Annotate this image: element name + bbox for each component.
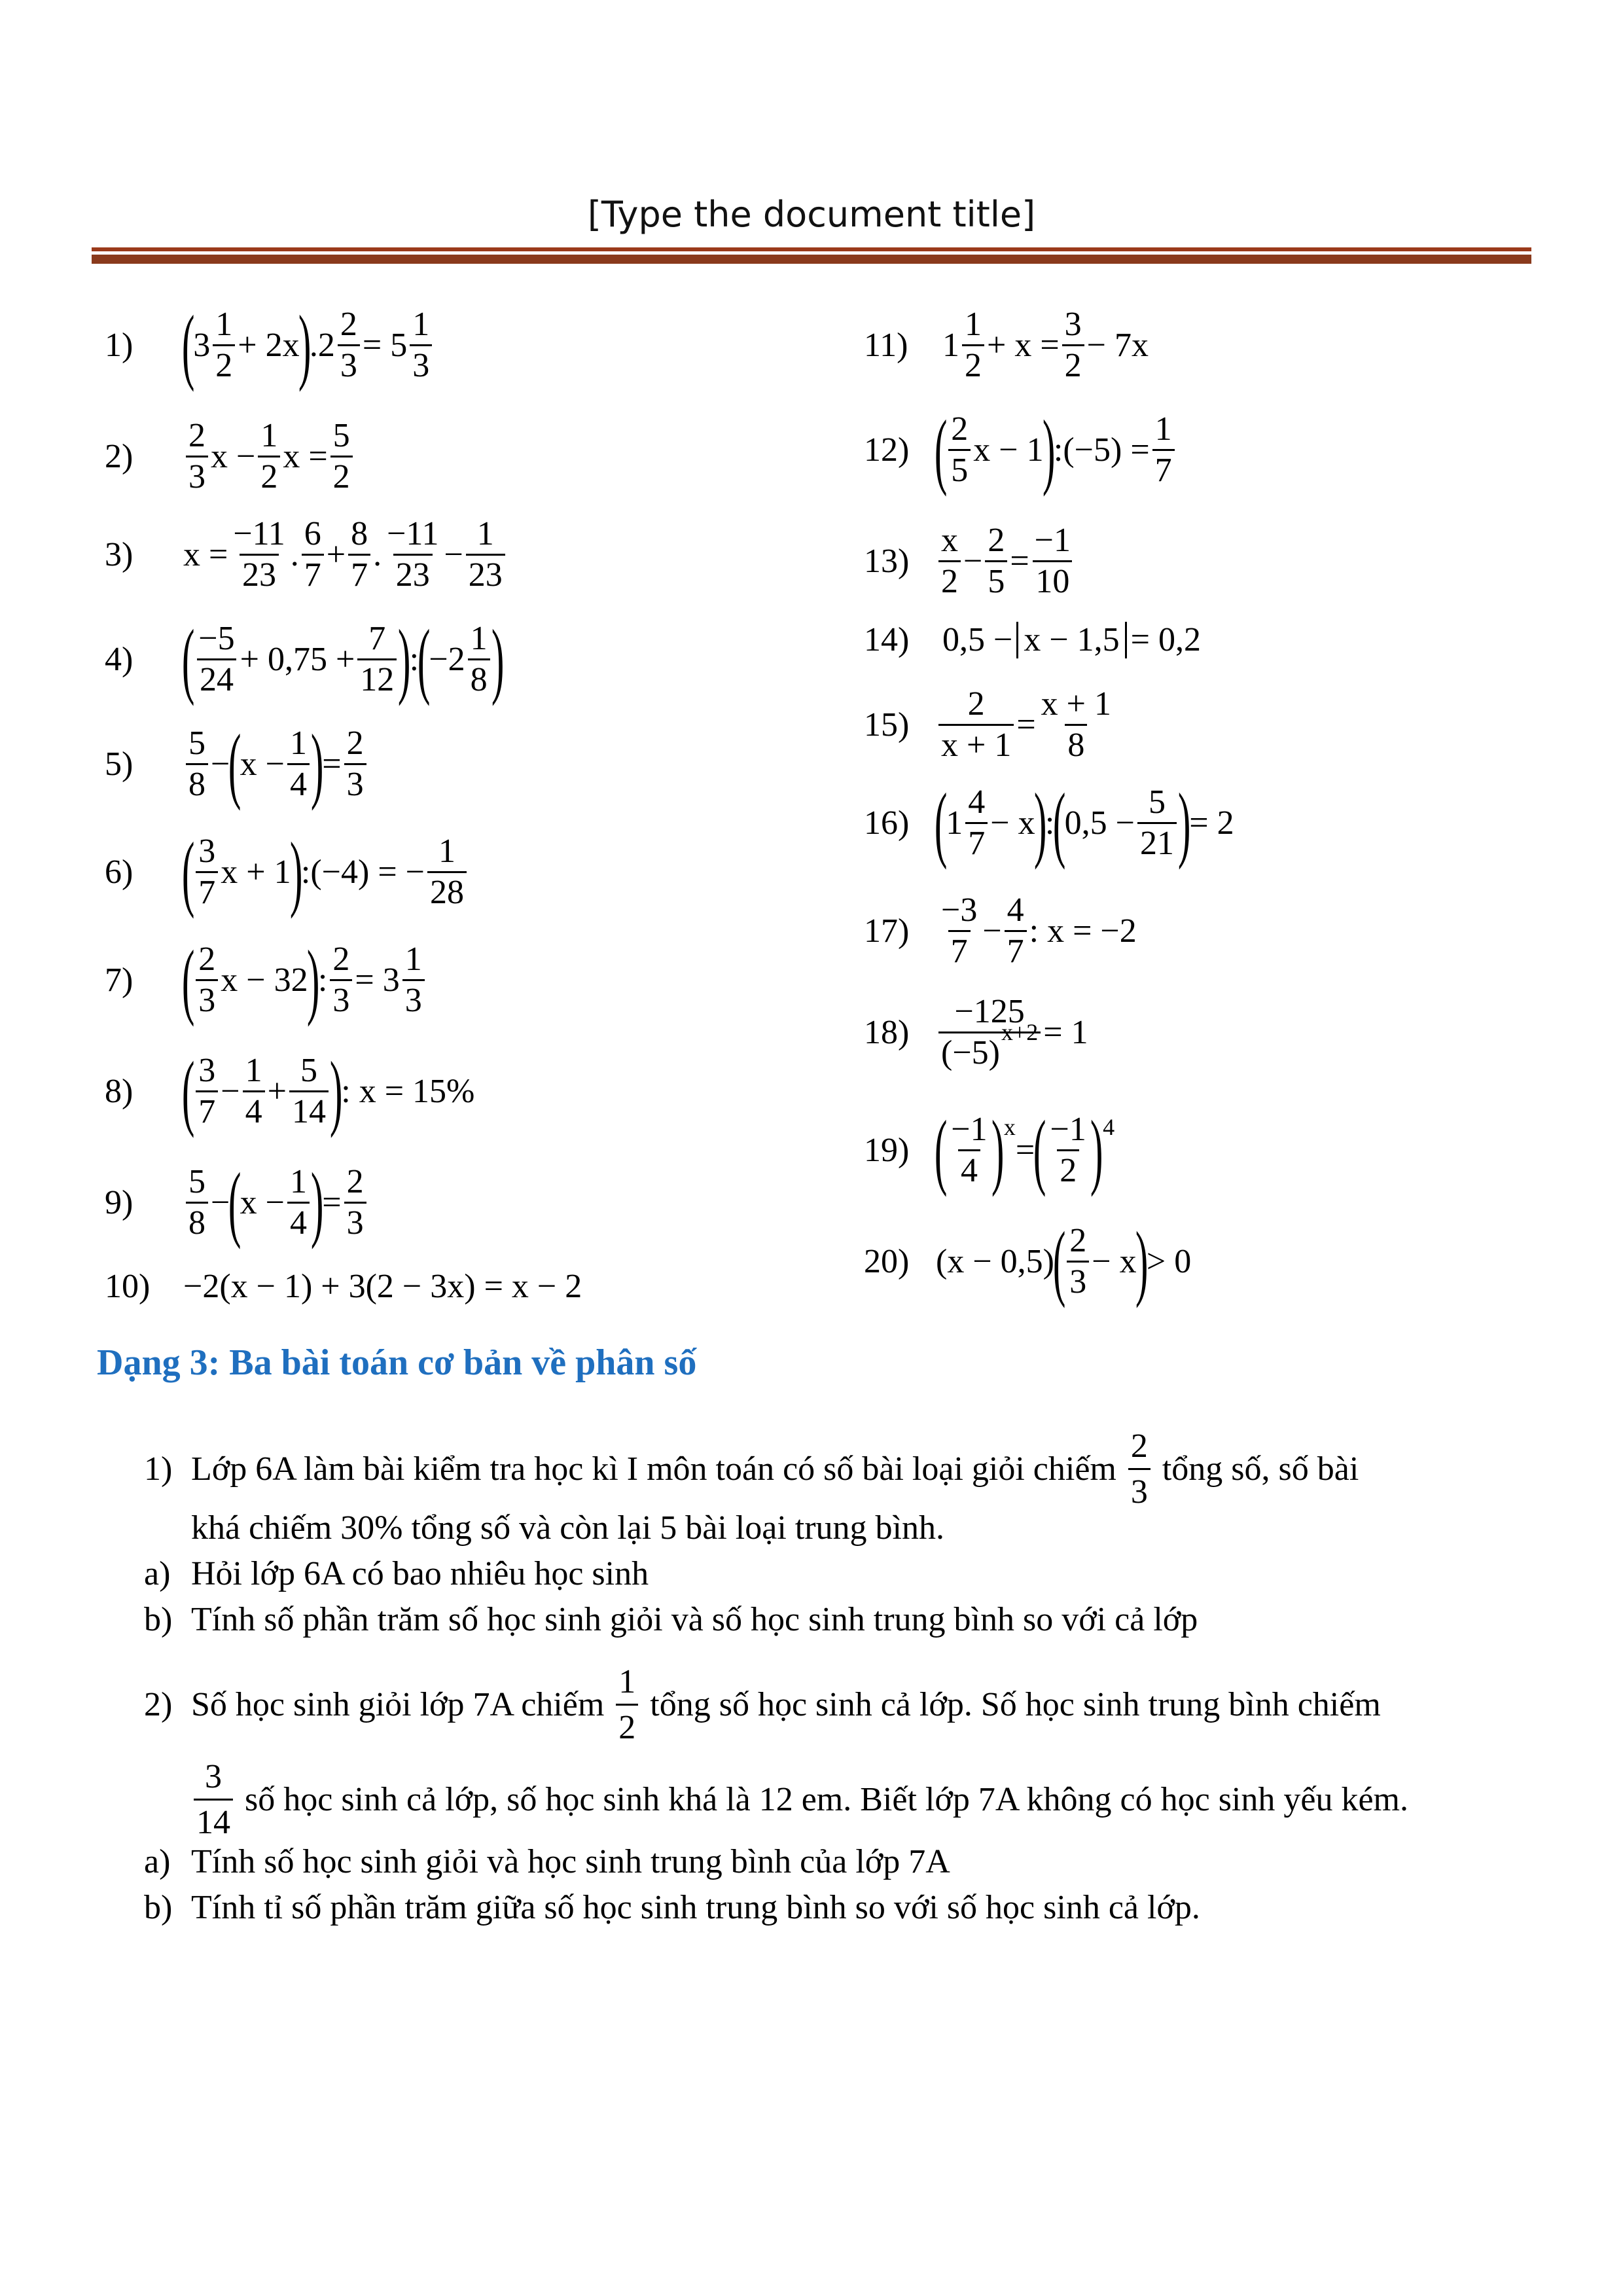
- equation-16: 16) ( 1 $\frac{4}{7}$ − x ) : ( 0,5 − $\frac{5}{21}$ ) = 2: [864, 776, 1234, 870]
- equation-number: 6): [105, 853, 134, 891]
- equation-20: 20) (x − 0,5) ( $\frac{2}{3}$ − x ) > 0: [864, 1214, 1192, 1309]
- equation-number: 18): [864, 1013, 910, 1051]
- equation-17: 17) $\frac{-3}{7}$ − $\frac{4}{7}$ : x = −2: [864, 891, 1137, 970]
- equation-7: 7) ( $\frac{2}{3}$ x − 32 ) : $\frac{2}{3}$ = 3 $\frac{1}{3}$: [105, 942, 427, 1018]
- header-rule-thick: [92, 255, 1531, 264]
- equation-number: 19): [864, 1131, 910, 1169]
- problem-1-line-2: khá chiếm 30% tổng số và còn lại 5 bài loại trung bình.: [191, 1509, 944, 1547]
- problem-2-line-1: 2) Số học sinh giỏi lớp 7A chiếm $\frac{1}{2}$ tổng số học sinh cả lớp. Số học sinh trung bình chiếm: [144, 1663, 1381, 1746]
- equation-number: 10): [105, 1268, 151, 1305]
- problem-1-line-1: 1) Lớp 6A làm bài kiểm tra học kì I môn toán có số bài loại giỏi chiếm $\frac{2}{3}$ tổng số, số bài: [144, 1427, 1359, 1511]
- fraction: $\frac{2}{3}$: [1128, 1427, 1150, 1511]
- equation-13: 13) $\frac{x}{2}$ − $\frac{2}{5}$ = $\frac{-1}{10}$: [864, 524, 1076, 599]
- equation-2: 2) $\frac{2}{3}$ x − $\frac{1}{2}$ x = $\frac{5}{2}$: [105, 419, 355, 494]
- equation-19: 19) ( $\frac{-1}{4}$ ) x = ( $\frac{-1}{2}$ ) 4: [864, 1103, 1115, 1198]
- equation-number: 5): [105, 745, 134, 783]
- equation-number: 16): [864, 804, 910, 842]
- section-heading: Dạng 3: Ba bài toán cơ bản về phân số: [97, 1342, 697, 1383]
- problem-2-line-2: $\frac{3}{14}$ số học sinh cả lớp, số học sinh khá là 12 em. Biết lớp 7A không có học sinh yếu kém.: [191, 1757, 1408, 1842]
- equation-number: 2): [105, 437, 134, 475]
- equation-number: 7): [105, 961, 134, 999]
- problem-1-a: a) Hỏi lớp 6A có bao nhiêu học sinh: [144, 1555, 649, 1592]
- equation-number: 14): [864, 621, 910, 658]
- equation-12: 12) ( $\frac{2}{5}$ x − 1 ) :(−5) = $\frac{1}{7}$: [864, 412, 1177, 488]
- equation-number: 20): [864, 1242, 910, 1280]
- problem-2-a: a) Tính số học sinh giỏi và học sinh trung bình của lớp 7A: [144, 1843, 950, 1880]
- fraction: $\frac{1}{2}$: [616, 1662, 638, 1747]
- equation-number: 3): [105, 535, 134, 573]
- equation-10: 10) −2(x − 1) + 3(2 − 3x) = x − 2: [105, 1268, 582, 1305]
- equation-14: 14) 0,5 − x − 1,5 = 0,2: [864, 621, 1201, 658]
- equation-6: 6) ( $\frac{3}{7}$ x + 1 ) :(−4) = − $\frac{1}{28}$: [105, 834, 469, 910]
- equation-3: 3) x = $\frac{-11}{23}$ . $\frac{6}{7}$ + $\frac{8}{7}$ . $\frac{-11}{23}$ − $\frac{1}{23}$: [105, 517, 508, 592]
- equation-18: 18) $\frac{-125}{(-5)^{x+2}}$ = 1: [864, 993, 1088, 1071]
- equation-8: 8) ( $\frac{3}{7}$ − $\frac{1}{4}$ + $\frac{5}{14}$ ) : x = 15%: [105, 1044, 475, 1139]
- equation-number: 4): [105, 640, 134, 678]
- header-rule: [92, 247, 1531, 251]
- equation-1: 1) ( 3 $\frac{1}{2}$ + 2x ) .2 $\frac{2}{3}$ = 5 $\frac{1}{3}$: [105, 308, 435, 383]
- equation-11: 11) 1 $\frac{1}{2}$ + x = $\frac{3}{2}$ − 7x: [864, 306, 1149, 384]
- equation-number: 13): [864, 542, 910, 580]
- document-title: [Type the document title]: [587, 194, 1036, 235]
- problem-2-b: b) Tính tỉ số phần trăm giữa số học sinh trung bình so với số học sinh cả lớp.: [144, 1889, 1200, 1926]
- equation-number: 11): [864, 326, 908, 364]
- equation-9: 9) $\frac{5}{8}$ − ( x − $\frac{1}{4}$ ) = $\frac{2}{3}$: [105, 1165, 369, 1240]
- equation-number: 1): [105, 326, 134, 364]
- equation-number: 12): [864, 431, 910, 469]
- equation-number: 9): [105, 1183, 134, 1221]
- fraction: $\frac{3}{14}$: [194, 1757, 233, 1842]
- equation-number: 15): [864, 706, 910, 744]
- equation-4: 4) ( $\frac{-5}{24}$ + 0,75 + $\frac{7}{12}$ ) : ( −2 $\frac{1}{8}$ ): [105, 612, 505, 707]
- equation-number: 17): [864, 912, 910, 950]
- problem-1-b: b) Tính số phần trăm số học sinh giỏi và số học sinh trung bình so với cả lớp: [144, 1601, 1198, 1638]
- equation-number: 8): [105, 1072, 134, 1110]
- equation-15: 15) $\frac{2}{x + 1}$ = $\frac{x + 1}{8}$: [864, 685, 1111, 764]
- equation-5: 5) $\frac{5}{8}$ − ( x − $\frac{1}{4}$ ) = $\frac{2}{3}$: [105, 726, 369, 802]
